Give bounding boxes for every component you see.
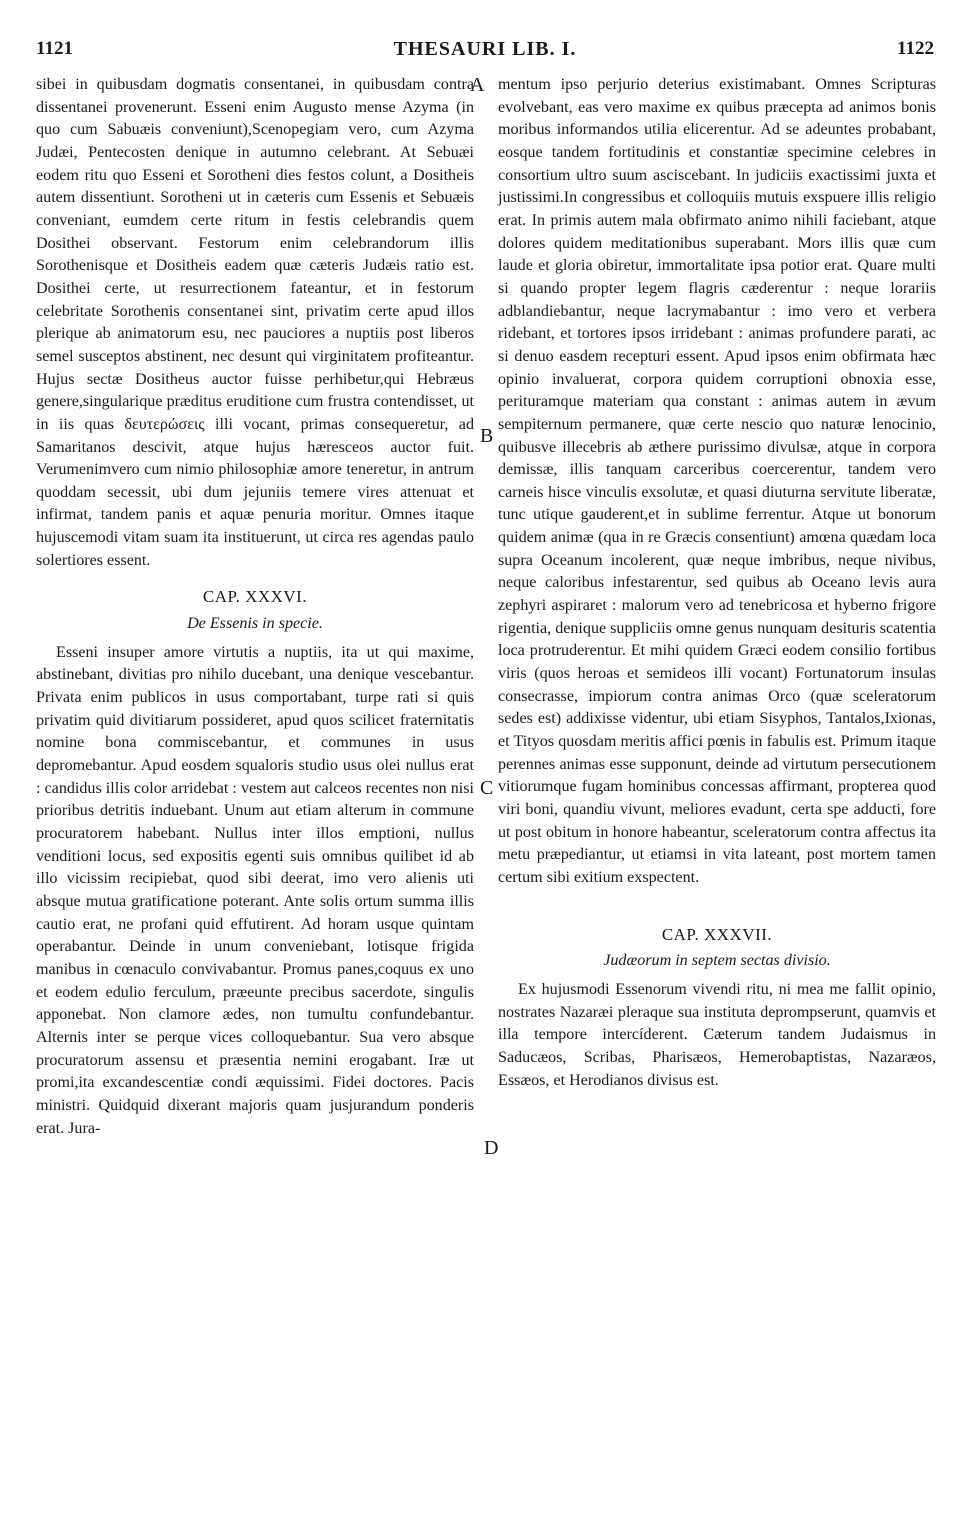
section-marker-d: D bbox=[484, 1137, 499, 1159]
running-title: THESAURI LIB. I. bbox=[393, 38, 577, 60]
chapter-heading: CAP. XXXVII. bbox=[661, 924, 773, 944]
chapter-subtitle: Judæorum in septem sectas divisio. bbox=[603, 952, 831, 970]
section-marker-b: B bbox=[480, 425, 494, 447]
page-number-left: 1121 bbox=[36, 38, 73, 59]
chapter-heading: CAP. XXXVI. bbox=[202, 587, 308, 607]
section-marker-c: C bbox=[480, 777, 494, 799]
running-header bbox=[36, 38, 934, 68]
body-paragraph: sibei in quibusdam dogmatis consentanei, in quibusdam contra dissentanei provenerunt. Esseni enim Augusto mense Azyma (in quo cum Sabuæis conveniunt),Scenopegiam vero, cum Azyma Judæi, Pentecosten denique in autumno celebrant. At Sebuæi eodem ritu quo Esseni et Sorotheni dies festos colunt, a Dositheis autem dissentiunt. Sorotheni ut in cæteris cum Essenis et Sebuæis conveniant, eumdem certe ritum in festis celebrandis quem Dosithei observant. Festorum enim celebrandorum illis Sorothenisque et Dositheis eadem quæ cæteris Judæis ratio est. Dosithei certe, ut resurrectionem fateantur, et in festorum celebritate Sorothenis consentanei sint, privatim certe apud illos plerique ab animatorum esu, nec pauciores a nuptiis post liberos semel susceptos abstinent, nec desunt qui virginitatem profiteantur. Hujus sectæ Dositheus auctor fuisse perhibetur,qui Hebræus genere,singularique præditus eruditione cum frustra contendisset, ut in iis quas δευτερώσεις illi vocant, primas consequeretur, ad Samaritanos descivit, atque hujus hæresceos auctor fuit. Verumenimvero cum nimio philosophiæ amore teneretur, in antrum quoddam secessit, ubi dum jejuniis temere vires attenuat et infirmat, tandem panis et aquæ penuria moritur. Omnes itaque hujuscemodi vitam suam ita instituerunt, ut circa res agendas paulo solertiores essent. bbox=[36, 76, 474, 569]
section-gap bbox=[498, 890, 936, 910]
chapter-subtitle: De Essenis in specie. bbox=[187, 615, 323, 633]
body-paragraph: mentum ipso perjurio deterius existimabant. Omnes Scripturas evolvebant, eas vero maxime ex quibus præcepta ad animos bonis moribus informandos utilia elicerentur. Ad se adeuntes probabant, eosque tandem fortitudinis et constantiæ specimine celebres in consortium ultro suum asciscebant. In judiciis exactissimi juxta et justissimi.In congressibus et colloquiis mutuis exspuere illis religio erat. In primis autem mala obfirmato animo nihili faciebant, atque dolores quidem meditationibus superabant. Mors illis quæ cum laude et gloria obiretur, immortalitate ipsa potior erat. Quare multi si quando propter legem flagris cæderentur : neque lorariis adblandiebantur, neque lacrymabantur : imo vero et verbera ridebant, et tortores ipsos irridebant : animas profundere parati, ac si denuo easdem recepturi essent. Apud ipsos enim obfirmata hæc opinio invaluerat, corpora quidem corruptioni obnoxia esse, perituramque materiam qua constant : animas autem in ævum sempiternum permanere, quæ certe nescio quo naturæ lenocinio, quibusve illecebris ab æthere purissimo divulsæ, atque in corpora demissæ, illis tanquam carceribus coercerentur, tandem vero carneis hisce vinculis exsolutæ, et quasi diuturna servitute liberatæ, tunc utique gauderent,et in sublime ferrentur. Atque ut bonorum quidem animæ (qua in re Græcis consentiunt) amœna quædam loca supra Oceanum incolerent, quæ neque imbribus, neque nivibus, neque caloribus infestarentur, sed quibus ab Oceano levis aura zephyri aspiraret : malorum vero ad tenebricosa et hyberno frigore rigentia, denique suppliciis omne genus nunquam desituris scatentia loca protruderentur. Et mihi quidem Græci eodem consilio fortibus viris (quos heroas et semideos illi vocant) Fortunatorum insulas consecrasse, impiorum contra animas Orco (quæ sceleratorum sedes est) addixisse videntur, ubi etiam Sisyphos, Tantalos,Ixionas, et Tityos quosdam meritis affici pœnis in fabulis est. Primum itaque perennes animas esse supponunt, deinde ad virtutum persecutionem vitiorumque fugam hominibus concessas affirmant, propterea quod viri boni, quandiu vivunt, meliores evadunt, certa spe adducti, fore ut post obitum in honore habeantur, sceleratorum contra affectus ita metu præpediantur, ut etiamsi in vita lateant, post mortem tamen certum sibi exitium exspectent. bbox=[498, 76, 937, 886]
body-paragraph: Ex hujusmodi Essenorum vivendi ritu, ni mea me fallit opinio, nostrates Nazaræi pleraque sua instituta deprompserunt, quamvis et illa tempore intercíderent. Cæterum tandem Judaismus in Saducæos, Scribas, Pharisæos, Hemerobaptistas, Nazaræos, Essæos, et Herodianos divisus est. bbox=[498, 980, 936, 1089]
page-number-right: 1122 bbox=[897, 38, 934, 59]
left-column bbox=[36, 74, 474, 1140]
right-column bbox=[498, 74, 936, 1092]
body-paragraph: Esseni insuper amore virtutis a nuptiis, ita ut qui maxime, abstinebant, divitias pro nihilo ducebant, una denique vescebantur. Privata enim publicos in usus comportabant, turpe rati si quis privatim quid divitiarum possideret, apud quos scilicet fraternitatis nomine bona commiscebantur, et communes in usus depromebantur. Apud eosdem squaloris studio usus olei nullus erat : candidus illis color arridebat : vestem aut calceos recentes non nisi prioribus detritis induebant. Unum aut etiam alterum in commune procuratorem habebant. Nullus inter illos emptioni, nullus venditioni locus, sed expositis egenti suis omnibus quilibet id ab illo vicissim recipiebat, quod sibi deerat, imo vero alienis uti absque mutua gratificatione poterant. Ante solis ortum summa illis cautio erat, ne profani quid effutirent. Ad horam usque quintam operabantur. Deinde in unum conveniebant, lotisque frigida manibus in cœnaculo convivabantur. Promus panes,coquus ex uno et eodem edulio ferculum, præeunte precibus sacerdote, singulis apponebat. Non clamore ædes, non tumultu confundebantur. Alternis inter se perque vices colloquebantur. Sua vero absque procuratorum assensu et præsentia nemini erogabant. Iræ ut promi,ita excandescentiæ condi æquissimi. Fidei doctores. Pacis ministri. Quidquid dixerant majoris quam jusjurandum ponderis erat. Jura- bbox=[36, 643, 474, 1137]
section-marker-a: A bbox=[470, 74, 485, 96]
